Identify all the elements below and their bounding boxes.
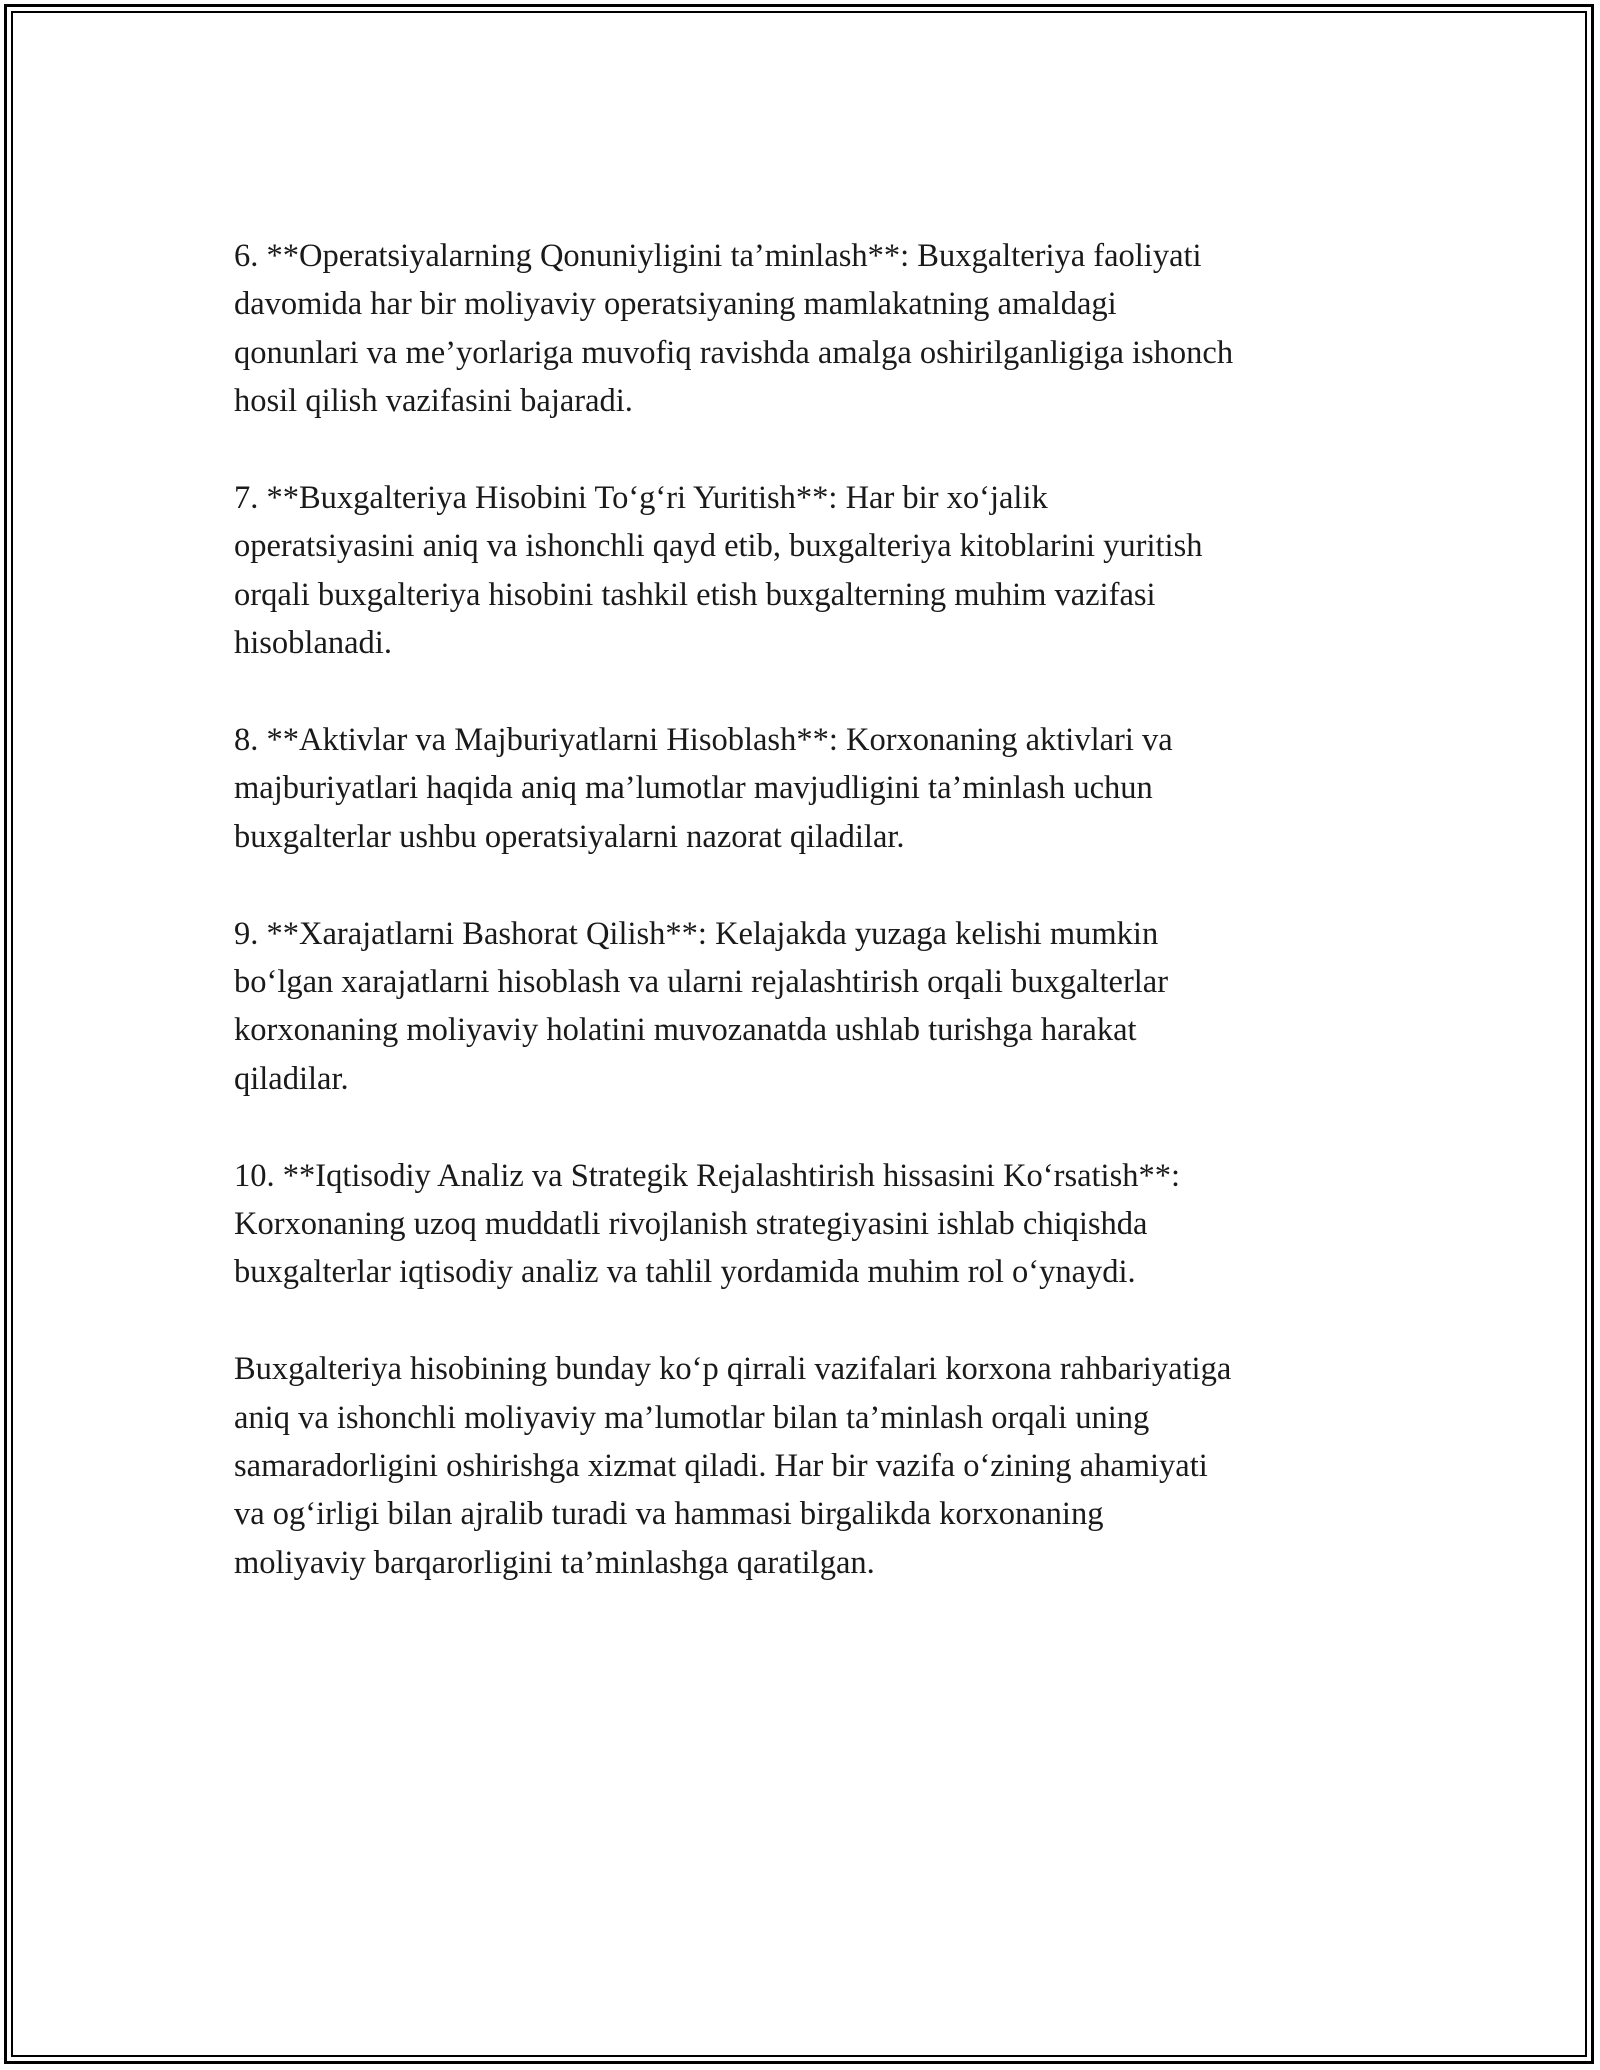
paragraph-item-7: 7. **Buxgalteriya Hisobini To‘g‘ri Yuritish**: Har bir xo‘jalik operatsiyasini aniq va ishonchli qayd etib, buxgalteriya kitoblarini yuritish orqali buxgalteriya hisobini tashkil etish buxgalterning muhim vazifasi hisoblanadi. xyxy=(234,480,1203,662)
paragraph-item-8: 8. **Aktivlar va Majburiyatlarni Hisoblash**: Korxonaning aktivlari va majburiyatlari haqida aniq ma’lumotlar mavjudligini ta’minlash uchun buxgalterlar ushbu operatsiyalarni nazorat qiladilar. xyxy=(234,722,1173,855)
paragraph-item-6: 6. **Operatsiyalarning Qonuniyligini ta’minlash**: Buxgalteriya faoliyati davomida har bir moliyaviy operatsiyaning mamlakatning amaldagi qonunlari va me’yorlariga muvofiq ravishda amalga oshirilganligiga ishonch hosil qilish vazifasini bajaradi. xyxy=(234,238,1234,420)
document-body xyxy=(234,232,1374,1636)
paragraph-item-9: 9. **Xarajatlarni Bashorat Qilish**: Kelajakda yuzaga kelishi mumkin bo‘lgan xarajatlarni hisoblash va ularni rejalashtirish orqali buxgalterlar korxonaning moliyaviy holatini muvozanatda ushlab turishga harakat qiladilar. xyxy=(234,915,1169,1097)
paragraph-conclusion: Buxgalteriya hisobining bunday ko‘p qirrali vazifalari korxona rahbariyatiga aniq va ishonchli moliyaviy ma’lumotlar bilan ta’minlash orqali uning samaradorligini oshirishga xizmat qiladi. Har bir vazifa o‘zining ahamiyati va og‘irligi bilan ajralib turadi va hammasi birgalikda korxonaning moliyaviy barqarorligini ta’minlashga qaratilgan. xyxy=(234,1351,1232,1581)
paragraph-item-10: 10. **Iqtisodiy Analiz va Strategik Rejalashtirish hissasini Ko‘rsatish**: Korxonaning uzoq muddatli rivojlanish strategiyasini ishlab chiqishda buxgalterlar iqtisodiy analiz va tahlil yordamida muhim rol o‘ynaydi. xyxy=(234,1157,1181,1291)
